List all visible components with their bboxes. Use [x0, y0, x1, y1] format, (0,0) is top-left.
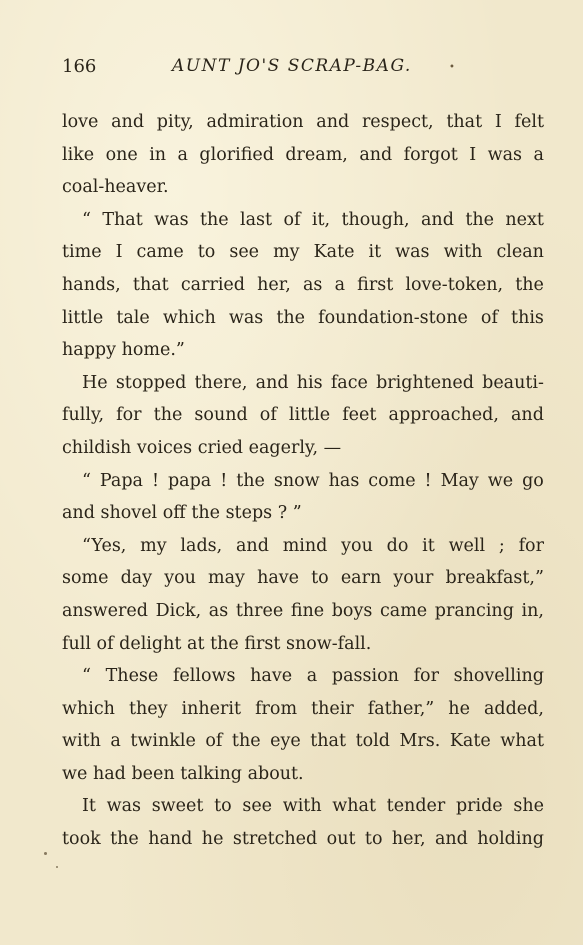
- word: has: [328, 470, 360, 491]
- word: tender: [386, 796, 446, 817]
- word: hands,: [62, 274, 121, 295]
- word: cried: [197, 437, 244, 458]
- word: and: [255, 372, 289, 393]
- word: inherit: [181, 698, 242, 719]
- word: felt: [514, 112, 544, 132]
- text-line: [62, 497, 544, 530]
- word: he: [201, 829, 224, 850]
- word: as: [302, 274, 323, 295]
- word: the: [199, 209, 229, 230]
- word: Papa: [99, 470, 143, 491]
- word: carried: [180, 274, 245, 295]
- text-line: [62, 725, 544, 758]
- word: eye: [270, 731, 301, 752]
- body-text: [62, 106, 544, 856]
- word: to: [214, 796, 232, 817]
- word: —: [323, 437, 342, 458]
- text-line: [62, 334, 544, 367]
- word: passion: [331, 666, 399, 687]
- word: and: [111, 112, 145, 132]
- word: shovel: [100, 503, 158, 524]
- word: a: [306, 666, 318, 687]
- word: for: [413, 666, 439, 687]
- word: see: [242, 796, 273, 817]
- word: you: [164, 568, 196, 589]
- word: “: [82, 666, 91, 687]
- word: we: [62, 763, 88, 784]
- text-line: [62, 465, 544, 498]
- word: talking: [180, 763, 242, 784]
- word: It: [82, 796, 96, 817]
- ink-mark: •: [449, 62, 455, 73]
- word: as: [208, 600, 229, 621]
- word: what: [332, 796, 376, 817]
- word: delight: [119, 633, 182, 654]
- word: from: [255, 698, 298, 719]
- word: she: [513, 796, 544, 817]
- text-line: [62, 367, 544, 400]
- word: about.: [247, 763, 304, 784]
- word: mind: [282, 535, 328, 556]
- word: off: [162, 503, 186, 524]
- word: fine: [290, 600, 325, 621]
- word: for: [116, 405, 142, 426]
- word: Kate: [449, 731, 491, 752]
- word: been: [131, 763, 175, 784]
- word: twinkle: [130, 731, 196, 752]
- word: first: [357, 274, 394, 295]
- word: “: [82, 470, 91, 491]
- word: there,: [194, 372, 248, 393]
- word: in,: [521, 600, 544, 621]
- word: voices: [136, 437, 193, 458]
- word: beauti-: [482, 372, 544, 393]
- word: her,: [257, 274, 291, 295]
- text-line: [62, 790, 544, 823]
- word: though,: [341, 209, 410, 230]
- word: pride: [455, 796, 503, 817]
- text-line: [62, 693, 544, 726]
- word: come: [368, 470, 416, 491]
- word: a: [110, 731, 121, 752]
- word: which: [62, 698, 115, 719]
- word: forgot: [403, 144, 458, 165]
- word: what: [500, 731, 544, 752]
- text-line: [62, 595, 544, 628]
- text-line: [62, 530, 544, 563]
- word: and: [235, 535, 269, 556]
- word: that: [132, 274, 169, 295]
- word: the: [236, 470, 265, 491]
- word: of: [283, 209, 301, 230]
- word: sound: [194, 405, 248, 426]
- word: answered: [62, 600, 148, 621]
- word: was: [154, 209, 189, 230]
- text-line: [62, 399, 544, 432]
- text-line: [62, 106, 544, 139]
- page-header: [62, 56, 462, 82]
- word: and: [359, 144, 393, 165]
- word: respect,: [361, 112, 434, 132]
- word: the: [153, 405, 183, 426]
- word: a: [334, 274, 345, 295]
- text-line: [62, 204, 544, 237]
- word: !: [151, 470, 159, 491]
- word: was: [106, 796, 142, 817]
- ink-speck: [56, 866, 58, 868]
- word: of: [480, 307, 498, 328]
- word: May: [440, 470, 479, 491]
- word: to: [311, 568, 329, 589]
- word: day: [120, 568, 153, 589]
- word: time: [62, 242, 102, 263]
- word: stopped: [115, 372, 187, 393]
- word: go: [522, 470, 544, 491]
- word: dream,: [285, 144, 348, 165]
- word: father,”: [367, 698, 435, 719]
- word: it: [422, 535, 435, 556]
- word: like: [62, 144, 95, 165]
- text-line: [62, 758, 544, 791]
- text-line: [62, 139, 544, 172]
- word: a: [177, 144, 188, 165]
- word: his: [296, 372, 323, 393]
- word: with: [443, 242, 483, 263]
- word: That: [102, 209, 143, 230]
- word: the: [210, 633, 239, 654]
- word: took: [62, 829, 101, 850]
- word: have: [250, 666, 293, 687]
- word: in: [149, 144, 167, 165]
- word: added,: [483, 698, 544, 719]
- word: love-token,: [405, 274, 504, 295]
- text-line: [62, 562, 544, 595]
- word: my: [273, 242, 300, 263]
- word: “Yes,: [82, 535, 127, 556]
- word: the: [110, 829, 139, 850]
- word: ?: [277, 503, 288, 524]
- word: you: [341, 535, 373, 556]
- text-line: [62, 660, 544, 693]
- word: he: [448, 698, 470, 719]
- word: little: [62, 307, 104, 328]
- word: fully,: [62, 405, 105, 426]
- word: of: [205, 731, 223, 752]
- word: that: [310, 731, 347, 752]
- word: to: [197, 242, 216, 263]
- ink-speck: [44, 852, 47, 855]
- text-line: [62, 823, 544, 856]
- text-line: [62, 236, 544, 269]
- word: shovelling: [453, 666, 544, 687]
- word: and: [421, 209, 454, 230]
- word: of: [259, 405, 277, 426]
- word: the: [231, 731, 261, 752]
- word: childish: [62, 437, 132, 458]
- word: full: [62, 633, 91, 654]
- word: I: [115, 242, 123, 263]
- word: for: [518, 535, 544, 556]
- word: coal-heaver.: [62, 177, 169, 198]
- word: and: [62, 503, 95, 524]
- word: clean: [496, 242, 544, 263]
- word: that: [446, 112, 483, 132]
- word: and: [434, 829, 468, 850]
- word: they: [128, 698, 168, 719]
- running-title: AUNT JO'S SCRAP-BAG.: [172, 56, 412, 76]
- word: came: [379, 600, 428, 621]
- word: snow-fall.: [286, 633, 372, 654]
- word: He: [82, 372, 108, 393]
- word: one: [105, 144, 138, 165]
- word: happy: [62, 340, 116, 361]
- word: your: [393, 568, 434, 589]
- word: earn: [340, 568, 382, 589]
- word: came: [136, 242, 184, 263]
- word: breakfast,”: [445, 568, 544, 589]
- word: These: [105, 666, 159, 687]
- word: with: [282, 796, 322, 817]
- word: was: [228, 307, 264, 328]
- word: to: [364, 829, 383, 850]
- word: snow: [273, 470, 320, 491]
- word: Kate: [313, 242, 355, 263]
- word: which: [162, 307, 216, 328]
- word: the: [515, 274, 544, 295]
- word: with: [62, 731, 101, 752]
- word: it: [368, 242, 382, 263]
- word: pity,: [156, 112, 194, 132]
- word: the: [191, 503, 220, 524]
- word: have: [257, 568, 300, 589]
- word: at: [187, 633, 205, 654]
- word: Mrs.: [399, 731, 441, 752]
- word: was: [395, 242, 430, 263]
- word: see: [229, 242, 260, 263]
- word: eagerly,: [248, 437, 319, 458]
- word: the: [276, 307, 306, 328]
- word: and: [511, 405, 544, 426]
- word: three: [235, 600, 284, 621]
- word: this: [511, 307, 544, 328]
- word: her,: [391, 829, 426, 850]
- word: steps: [225, 503, 273, 524]
- word: brightened: [376, 372, 474, 393]
- word: do: [386, 535, 409, 556]
- word: glorified: [199, 144, 274, 165]
- word: !: [424, 470, 432, 491]
- word: ”: [292, 503, 302, 524]
- word: love: [62, 112, 99, 132]
- word: last: [240, 209, 273, 230]
- word: approached,: [388, 405, 499, 426]
- word: it,: [311, 209, 331, 230]
- word: of: [96, 633, 114, 654]
- text-line: [62, 269, 544, 302]
- word: the: [465, 209, 494, 230]
- word: their: [311, 698, 354, 719]
- word: tale: [116, 307, 150, 328]
- word: feet: [342, 405, 377, 426]
- word: next: [505, 209, 544, 230]
- word: papa: [167, 470, 212, 491]
- word: fellows: [172, 666, 236, 687]
- word: was: [487, 144, 523, 165]
- page-number: 166: [62, 56, 97, 77]
- word: my: [140, 535, 167, 556]
- word: some: [62, 568, 109, 589]
- word: I: [494, 112, 502, 132]
- text-line: [62, 628, 544, 661]
- word: I: [469, 144, 477, 165]
- word: little: [288, 405, 331, 426]
- word: and: [316, 112, 350, 132]
- word: admiration: [206, 112, 304, 132]
- word: first: [244, 633, 281, 654]
- word: stretched: [232, 829, 318, 850]
- word: boys: [331, 600, 373, 621]
- word: face: [330, 372, 368, 393]
- word: lads,: [180, 535, 223, 556]
- text-line: [62, 171, 544, 204]
- word: told: [355, 731, 390, 752]
- word: foundation-stone: [318, 307, 468, 328]
- word: well: [448, 535, 486, 556]
- word: Dick,: [155, 600, 202, 621]
- word: holding: [477, 829, 544, 850]
- word: “: [82, 209, 91, 230]
- word: prancing: [434, 600, 514, 621]
- word: !: [220, 470, 228, 491]
- word: a: [533, 144, 544, 165]
- word: may: [208, 568, 245, 589]
- text-line: [62, 302, 544, 335]
- word: ;: [498, 535, 505, 556]
- word: we: [487, 470, 514, 491]
- word: had: [92, 763, 126, 784]
- word: out: [326, 829, 356, 850]
- text-line: [62, 432, 544, 465]
- word: hand: [148, 829, 193, 850]
- word: home.”: [121, 340, 185, 361]
- word: sweet: [151, 796, 204, 817]
